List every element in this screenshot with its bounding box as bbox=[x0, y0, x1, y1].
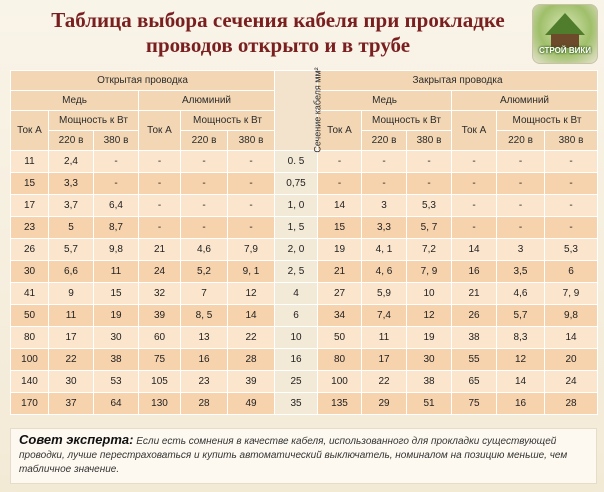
table-cell: 3 bbox=[362, 195, 407, 217]
table-cell: - bbox=[362, 151, 407, 173]
table-cell: - bbox=[94, 173, 139, 195]
table-cell: 3,3 bbox=[49, 173, 94, 195]
table-cell: 16 bbox=[181, 349, 228, 371]
table-cell: - bbox=[94, 151, 139, 173]
table-cell: - bbox=[452, 195, 497, 217]
section-cell: 4 bbox=[275, 283, 318, 305]
table-cell: - bbox=[545, 151, 598, 173]
table-cell: 17 bbox=[362, 349, 407, 371]
table-cell: 7, 9 bbox=[545, 283, 598, 305]
table-cell: 23 bbox=[181, 371, 228, 393]
section-cell: 25 bbox=[275, 371, 318, 393]
table-cell: 15 bbox=[11, 173, 49, 195]
table-cell: - bbox=[407, 151, 452, 173]
table-cell: - bbox=[139, 217, 181, 239]
table-cell: 7 bbox=[181, 283, 228, 305]
table-cell: 12 bbox=[497, 349, 545, 371]
section-cell: 0,75 bbox=[275, 173, 318, 195]
table-row bbox=[11, 371, 598, 393]
table-cell: 17 bbox=[11, 195, 49, 217]
table-cell: 19 bbox=[94, 305, 139, 327]
table-cell: 27 bbox=[318, 283, 362, 305]
table-cell: 22 bbox=[228, 327, 275, 349]
table-cell: - bbox=[181, 173, 228, 195]
table-cell: 7,9 bbox=[228, 239, 275, 261]
table-cell: 3,7 bbox=[49, 195, 94, 217]
table-cell: 22 bbox=[362, 371, 407, 393]
table-cell: - bbox=[452, 151, 497, 173]
section-cell: 6 bbox=[275, 305, 318, 327]
table-cell: 21 bbox=[139, 239, 181, 261]
table-cell: 100 bbox=[11, 349, 49, 371]
table-cell: 65 bbox=[452, 371, 497, 393]
table-cell: 30 bbox=[11, 261, 49, 283]
table-cell: 15 bbox=[318, 217, 362, 239]
table-cell: 10 bbox=[407, 283, 452, 305]
table-cell: 30 bbox=[94, 327, 139, 349]
table-cell: 26 bbox=[11, 239, 49, 261]
table-cell: 5, 7 bbox=[407, 217, 452, 239]
table-cell: 8,3 bbox=[497, 327, 545, 349]
table-cell: - bbox=[228, 151, 275, 173]
header-380v: 380 в bbox=[228, 131, 275, 151]
table-cell: - bbox=[318, 173, 362, 195]
header-aluminum-open: Алюминий bbox=[139, 91, 275, 111]
table-cell: 51 bbox=[407, 393, 452, 415]
table-cell: 8,7 bbox=[94, 217, 139, 239]
header-power: Мощность к Вт bbox=[181, 111, 275, 131]
header-380v: 380 в bbox=[545, 131, 598, 151]
table-cell: 28 bbox=[545, 393, 598, 415]
table-cell: - bbox=[452, 217, 497, 239]
table-cell: 53 bbox=[94, 371, 139, 393]
table-cell: - bbox=[181, 217, 228, 239]
header-power: Мощность к Вт bbox=[362, 111, 452, 131]
table-cell: 39 bbox=[139, 305, 181, 327]
table-row bbox=[11, 393, 598, 415]
table-cell: 38 bbox=[452, 327, 497, 349]
table-cell: 140 bbox=[11, 371, 49, 393]
table-cell: 19 bbox=[318, 239, 362, 261]
table-cell: 21 bbox=[452, 283, 497, 305]
table-row bbox=[11, 283, 598, 305]
section-cell: 1, 0 bbox=[275, 195, 318, 217]
table-cell: - bbox=[497, 151, 545, 173]
section-cell: 0. 5 bbox=[275, 151, 318, 173]
section-cell: 16 bbox=[275, 349, 318, 371]
table-cell: 64 bbox=[94, 393, 139, 415]
table-cell: - bbox=[452, 173, 497, 195]
table-cell: 24 bbox=[139, 261, 181, 283]
table-row bbox=[11, 173, 598, 195]
table-cell: 14 bbox=[545, 327, 598, 349]
table-cell: - bbox=[545, 217, 598, 239]
table-cell: - bbox=[181, 195, 228, 217]
section-cell: 35 bbox=[275, 393, 318, 415]
header-current: Ток А bbox=[11, 111, 49, 151]
table-cell: 49 bbox=[228, 393, 275, 415]
header-current: Ток А bbox=[139, 111, 181, 151]
table-cell: 3,3 bbox=[362, 217, 407, 239]
table-cell: 28 bbox=[181, 393, 228, 415]
header-380v: 380 в bbox=[94, 131, 139, 151]
header-closed-wiring: Закрытая проводка bbox=[318, 71, 598, 91]
table-cell: 20 bbox=[545, 349, 598, 371]
table-row bbox=[11, 195, 598, 217]
table-row bbox=[11, 327, 598, 349]
table-cell: - bbox=[139, 151, 181, 173]
table-row bbox=[11, 217, 598, 239]
table-cell: 55 bbox=[452, 349, 497, 371]
header-380v: 380 в bbox=[407, 131, 452, 151]
table-cell: 11 bbox=[362, 327, 407, 349]
table-cell: 135 bbox=[318, 393, 362, 415]
table-cell: 4, 1 bbox=[362, 239, 407, 261]
site-logo bbox=[532, 4, 598, 64]
table-cell: 130 bbox=[139, 393, 181, 415]
header-220v: 220 в bbox=[497, 131, 545, 151]
section-cell: 1, 5 bbox=[275, 217, 318, 239]
table-row bbox=[11, 239, 598, 261]
table-cell: 37 bbox=[49, 393, 94, 415]
table-cell: 75 bbox=[452, 393, 497, 415]
table-cell: 7,2 bbox=[407, 239, 452, 261]
header-section: Сечение кабеля мм² bbox=[275, 71, 318, 151]
header-220v: 220 в bbox=[362, 131, 407, 151]
table-cell: 12 bbox=[228, 283, 275, 305]
table-cell: 14 bbox=[228, 305, 275, 327]
table-cell: 32 bbox=[139, 283, 181, 305]
table-cell: 11 bbox=[49, 305, 94, 327]
table-cell: 11 bbox=[11, 151, 49, 173]
header-current: Ток А bbox=[318, 111, 362, 151]
table-cell: 3,5 bbox=[497, 261, 545, 283]
table-cell: 19 bbox=[407, 327, 452, 349]
table-cell: 15 bbox=[94, 283, 139, 305]
section-cell: 2, 0 bbox=[275, 239, 318, 261]
table-cell: 6,6 bbox=[49, 261, 94, 283]
table-cell: 13 bbox=[181, 327, 228, 349]
table-cell: 105 bbox=[139, 371, 181, 393]
table-cell: 41 bbox=[11, 283, 49, 305]
header-open-wiring: Открытая проводка bbox=[11, 71, 275, 91]
table-cell: - bbox=[497, 173, 545, 195]
table-cell: 12 bbox=[407, 305, 452, 327]
table-cell: 5,7 bbox=[49, 239, 94, 261]
table-row bbox=[11, 305, 598, 327]
table-cell: 2,4 bbox=[49, 151, 94, 173]
header-220v: 220 в bbox=[181, 131, 228, 151]
table-cell: 4, 6 bbox=[362, 261, 407, 283]
table-cell: 5 bbox=[49, 217, 94, 239]
table-cell: 34 bbox=[318, 305, 362, 327]
header-copper-open: Медь bbox=[11, 91, 139, 111]
table-cell: 39 bbox=[228, 371, 275, 393]
table-cell: 7,4 bbox=[362, 305, 407, 327]
table-cell: - bbox=[362, 173, 407, 195]
table-cell: 26 bbox=[452, 305, 497, 327]
table-cell: 4,6 bbox=[181, 239, 228, 261]
table-cell: 5,7 bbox=[497, 305, 545, 327]
table-cell: 9,8 bbox=[545, 305, 598, 327]
table-cell: 30 bbox=[407, 349, 452, 371]
table-cell: 14 bbox=[318, 195, 362, 217]
table-cell: - bbox=[497, 217, 545, 239]
table-cell: 9 bbox=[49, 283, 94, 305]
page-title bbox=[18, 8, 538, 58]
expert-tip-label: Совет эксперта: bbox=[19, 432, 134, 447]
table-cell: 30 bbox=[49, 371, 94, 393]
table-cell: 5,3 bbox=[407, 195, 452, 217]
table-cell: 22 bbox=[49, 349, 94, 371]
table-cell: 21 bbox=[318, 261, 362, 283]
header-current: Ток А bbox=[452, 111, 497, 151]
house-roof-icon bbox=[545, 13, 585, 35]
table-cell: 24 bbox=[545, 371, 598, 393]
table-cell: 5,9 bbox=[362, 283, 407, 305]
table-cell: - bbox=[228, 195, 275, 217]
table-cell: 80 bbox=[318, 349, 362, 371]
table-cell: - bbox=[139, 173, 181, 195]
logo-text: СТРОЙ ВИКИ bbox=[538, 46, 592, 55]
table-cell: 6 bbox=[545, 261, 598, 283]
header-220v: 220 в bbox=[49, 131, 94, 151]
table-cell: 28 bbox=[228, 349, 275, 371]
table-cell: - bbox=[318, 151, 362, 173]
expert-tip-text: Если есть сомнения в качестве кабеля, использованного для прокладки существующей проводки, лучше перестраховаться и купить автоматический выключатель, номиналом на позицию меньше, чем табличное значение. bbox=[19, 436, 568, 475]
header-power: Мощность к Вт bbox=[49, 111, 139, 131]
table-cell: 11 bbox=[94, 261, 139, 283]
header-aluminum-closed: Алюминий bbox=[452, 91, 598, 111]
cable-section-table bbox=[10, 67, 598, 415]
table-cell: 100 bbox=[318, 371, 362, 393]
table-cell: 5,3 bbox=[545, 239, 598, 261]
table-cell: - bbox=[407, 173, 452, 195]
table-cell: 29 bbox=[362, 393, 407, 415]
table-cell: 23 bbox=[11, 217, 49, 239]
table-cell: 17 bbox=[49, 327, 94, 349]
table-row bbox=[11, 349, 598, 371]
header-power: Мощность к Вт bbox=[497, 111, 598, 131]
section-cell: 10 bbox=[275, 327, 318, 349]
table-cell: - bbox=[497, 195, 545, 217]
table-cell: 9, 1 bbox=[228, 261, 275, 283]
table-cell: - bbox=[545, 173, 598, 195]
table-cell: - bbox=[545, 195, 598, 217]
table-cell: 16 bbox=[497, 393, 545, 415]
table-cell: 60 bbox=[139, 327, 181, 349]
table-cell: 80 bbox=[11, 327, 49, 349]
table-cell: 7, 9 bbox=[407, 261, 452, 283]
table-cell: 8, 5 bbox=[181, 305, 228, 327]
title-line-2: проводов открыто и в трубе bbox=[145, 33, 411, 57]
table-row bbox=[11, 151, 598, 173]
table-cell: 50 bbox=[318, 327, 362, 349]
header-copper-closed: Медь bbox=[318, 91, 452, 111]
table-cell: 38 bbox=[94, 349, 139, 371]
table-cell: 170 bbox=[11, 393, 49, 415]
expert-tip bbox=[10, 428, 597, 484]
table-cell: - bbox=[228, 173, 275, 195]
title-line-1: Таблица выбора сечения кабеля при прокладке bbox=[51, 8, 505, 32]
section-cell: 2, 5 bbox=[275, 261, 318, 283]
table-body bbox=[11, 151, 598, 415]
table-cell: 6,4 bbox=[94, 195, 139, 217]
table-cell: 5,2 bbox=[181, 261, 228, 283]
table-cell: - bbox=[139, 195, 181, 217]
table-cell: 14 bbox=[497, 371, 545, 393]
table-row bbox=[11, 261, 598, 283]
table-cell: 50 bbox=[11, 305, 49, 327]
table-cell: 75 bbox=[139, 349, 181, 371]
table-cell: - bbox=[228, 217, 275, 239]
table-cell: 9,8 bbox=[94, 239, 139, 261]
table-cell: 38 bbox=[407, 371, 452, 393]
table-cell: 14 bbox=[452, 239, 497, 261]
table-cell: 4,6 bbox=[497, 283, 545, 305]
table-cell: 3 bbox=[497, 239, 545, 261]
table-cell: 16 bbox=[452, 261, 497, 283]
table-cell: - bbox=[181, 151, 228, 173]
